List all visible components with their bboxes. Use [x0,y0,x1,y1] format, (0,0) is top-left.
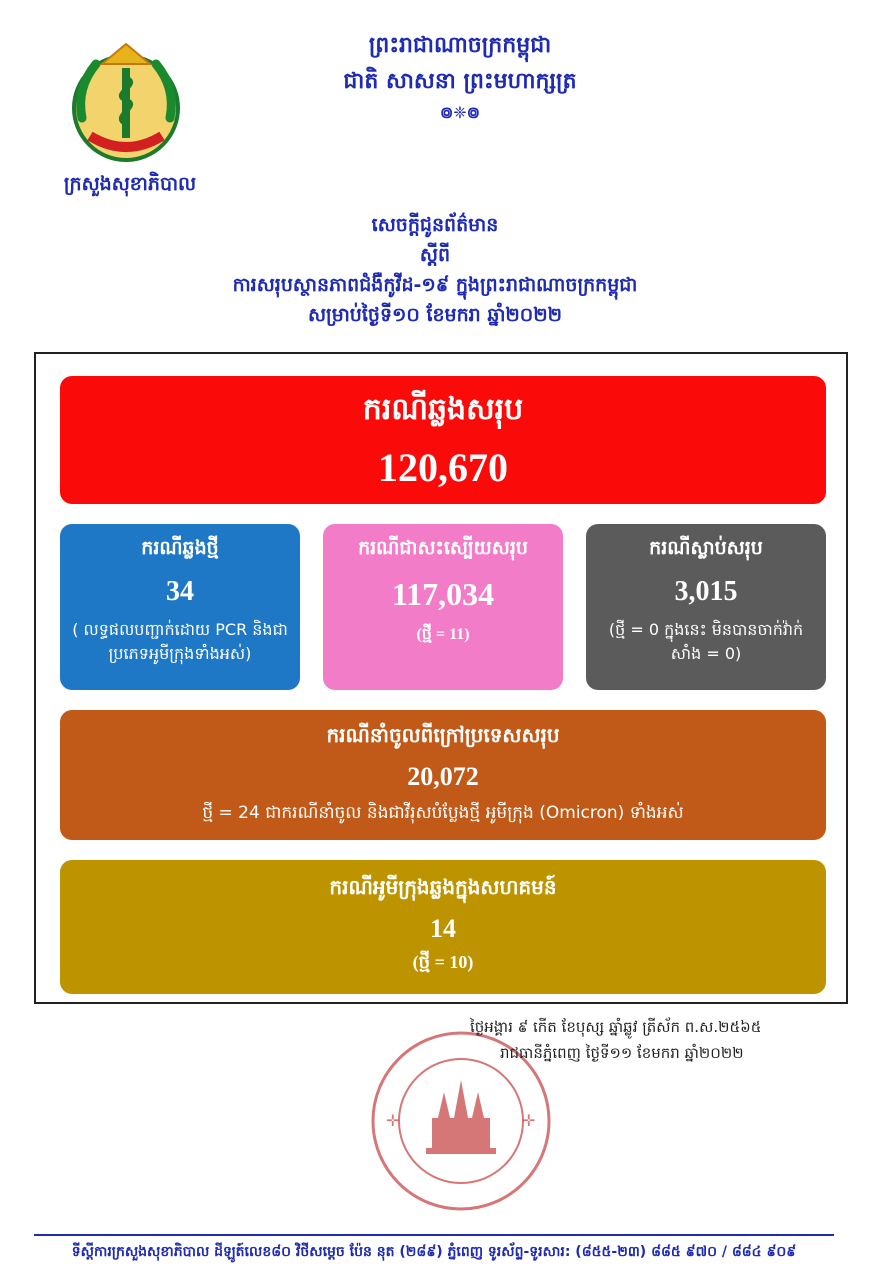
total-cases-value: 120,670 [378,445,508,490]
omicron-community-card [60,860,826,994]
footer-divider [34,1234,834,1236]
title-line-4: សម្រាប់ថ្ងៃទី១០ ខែមករា ឆ្នាំ២០២២ [307,304,563,326]
imported-cases-card [60,710,826,840]
svg-text:✛: ✛ [386,1111,400,1130]
kingdom-motto: ជាតិ សាសនា ព្រះមហាក្សត្រ [343,69,577,94]
kingdom-header [250,30,670,124]
new-cases-label: ករណីឆ្លងថ្មី [141,537,219,559]
ministry-name: ក្រសួងសុខាភិបាល [63,173,197,195]
lunar-date: ថ្ងៃអង្គារ ៩ កើត ខែបុស្ស ឆ្នាំឆ្លូវ ត្រីស័ក ព.ស.២៥៦៥ [470,1018,762,1036]
document-title [120,210,750,330]
stats-frame [34,352,848,1004]
footer-address: ទីស្ដីការក្រសួងសុខាភិបាល ដីឡូត៍លេខ៨០ វិថីសម្ដេច ប៉ែន នុត (២៨៩) ភ្នំពេញ ទូរស័ព្ទ-ទូរសារ: (៨៥៥-២៣) ៨៨៥ ៩៧០ / ៨៨៤ ៩០៩ [71,1244,797,1260]
new-cases-note: ( លទ្ធផលបញ្ជាក់ដោយ PCR និងជាប្រភេទអូមីក្រុងទាំងអស់) [72,620,288,663]
deaths-note: (ថ្មី = 0 ក្នុងនេះ មិនបានចាក់វ៉ាក់សាំង = 0) [608,620,804,663]
recovered-card [323,524,563,690]
svg-text:✛: ✛ [522,1111,536,1130]
deaths-card [586,524,826,690]
total-cases-card [60,376,826,504]
omicron-community-note: (ថ្មី = 10) [412,952,474,972]
recovered-label: ករណីជាសះស្បើយសរុប [358,537,528,559]
deaths-label: ករណីស្លាប់សរុប [649,537,763,559]
recovered-value: 117,034 [391,576,495,612]
title-line-2: ស្ដីពី [419,244,451,266]
title-line-1: សេចក្ដីជូនព័ត៌មាន [371,214,499,236]
new-cases-card [60,524,300,690]
date-block [470,1014,830,1066]
omicron-community-label: ករណីអូមីក្រុងឆ្លងក្នុងសហគមន៍ [329,875,557,899]
omicron-community-value: 14 [430,914,456,943]
total-cases-label: ករណីឆ្លងសរុប [362,392,524,427]
ornament: ៙❈៙ [440,103,480,122]
recovered-note: (ថ្មី = 11) [416,626,470,643]
imported-cases-label: ករណីនាំចូលពីក្រៅប្រទេសសរុប [326,723,560,747]
solar-date: រាជធានីភ្នំពេញ ថ្ងៃទី១១ ខែមករា ឆ្នាំ២០២២ [500,1044,744,1062]
ministry-logo-icon [62,38,190,166]
title-line-3: ការសរុបស្ថានភាពជំងឺកូវីដ-១៩ ក្នុងព្រះរាជាណាចក្រកម្ពុជា [232,274,638,296]
imported-cases-note: ថ្មី = 24 ជាករណីនាំចូល និងជាវីរុសបំប្លែងថ្មី អូមីក្រុង (Omicron) ទាំងអស់ [202,803,684,823]
kingdom-title: ព្រះរាជាណាចក្រកម្ពុជា [368,33,552,58]
new-cases-value: 34 [166,576,194,607]
deaths-value: 3,015 [674,576,738,607]
imported-cases-value: 20,072 [407,762,479,791]
